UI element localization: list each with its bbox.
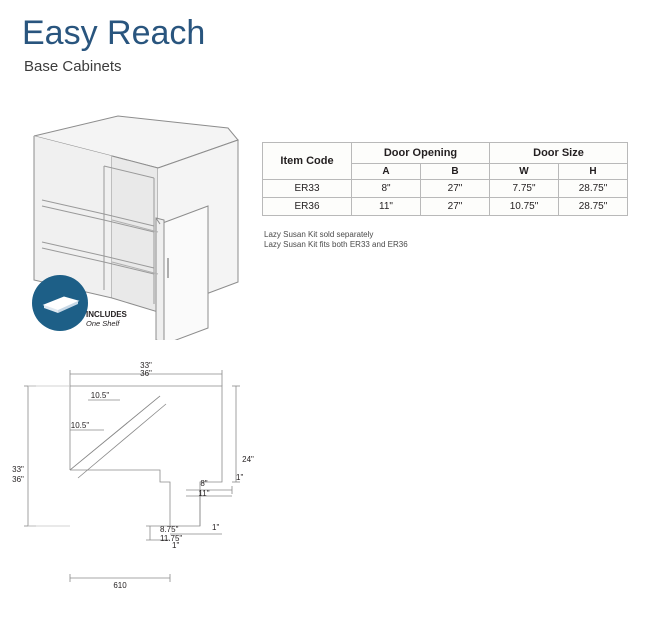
cell-item-code: ER33: [263, 180, 352, 198]
cell-h: 28.75": [559, 198, 628, 216]
includes-sublabel: One Shelf: [86, 319, 120, 328]
note-line-2: Lazy Susan Kit fits both ER33 and ER36: [264, 240, 408, 249]
header-item-code: Item Code: [263, 143, 352, 180]
dim-top-width-lower: 36": [140, 369, 152, 378]
dim-tick-right-bottom: 1": [212, 523, 220, 532]
dim-top-width-upper: 33": [140, 361, 152, 370]
dim-tick-bottom: 1": [172, 541, 180, 550]
header-col-a: A: [352, 164, 421, 180]
page-subtitle: Base Cabinets: [24, 58, 122, 75]
cell-w: 7.75": [490, 180, 559, 198]
table-row: [263, 198, 628, 216]
cell-b: 27": [421, 180, 490, 198]
header-col-b: B: [421, 164, 490, 180]
dim-front-lower: 11.75": [160, 534, 183, 543]
dim-diag-lower: 10.5": [70, 421, 90, 430]
header-col-h: H: [559, 164, 628, 180]
note-line-1: Lazy Susan Kit sold separately: [264, 230, 374, 239]
plan-diagram: [0, 350, 300, 615]
dim-right-height: 24": [242, 455, 254, 464]
header-col-w: W: [490, 164, 559, 180]
cell-item-code: ER36: [263, 198, 352, 216]
page-title: Easy Reach: [22, 14, 206, 52]
cell-b: 27": [421, 198, 490, 216]
cell-a: 11": [352, 198, 421, 216]
includes-badge: [32, 275, 88, 331]
cell-a: 8": [352, 180, 421, 198]
cell-h: 28.75": [559, 180, 628, 198]
table-header-group-row: [263, 143, 628, 164]
dim-bottom-label: 610: [113, 581, 127, 590]
includes-label: INCLUDES: [86, 310, 127, 319]
spec-table: [262, 142, 628, 216]
cell-w: 10.75": [490, 198, 559, 216]
dim-left-height-upper: 33": [12, 465, 24, 474]
dim-front-upper: 8.75": [160, 525, 179, 534]
header-door-opening: Door Opening: [352, 143, 490, 164]
includes-label-block: [86, 310, 127, 328]
table-notes: [264, 230, 408, 250]
dim-tick-right-top: 1": [236, 473, 244, 482]
dim-diag-upper: 10.5": [90, 391, 110, 400]
table-row: [263, 180, 628, 198]
dim-left-height-lower: 36": [12, 475, 24, 484]
dim-opening-upper: 8": [200, 479, 208, 488]
header-door-size: Door Size: [490, 143, 628, 164]
dim-opening-lower: 11": [198, 489, 210, 498]
